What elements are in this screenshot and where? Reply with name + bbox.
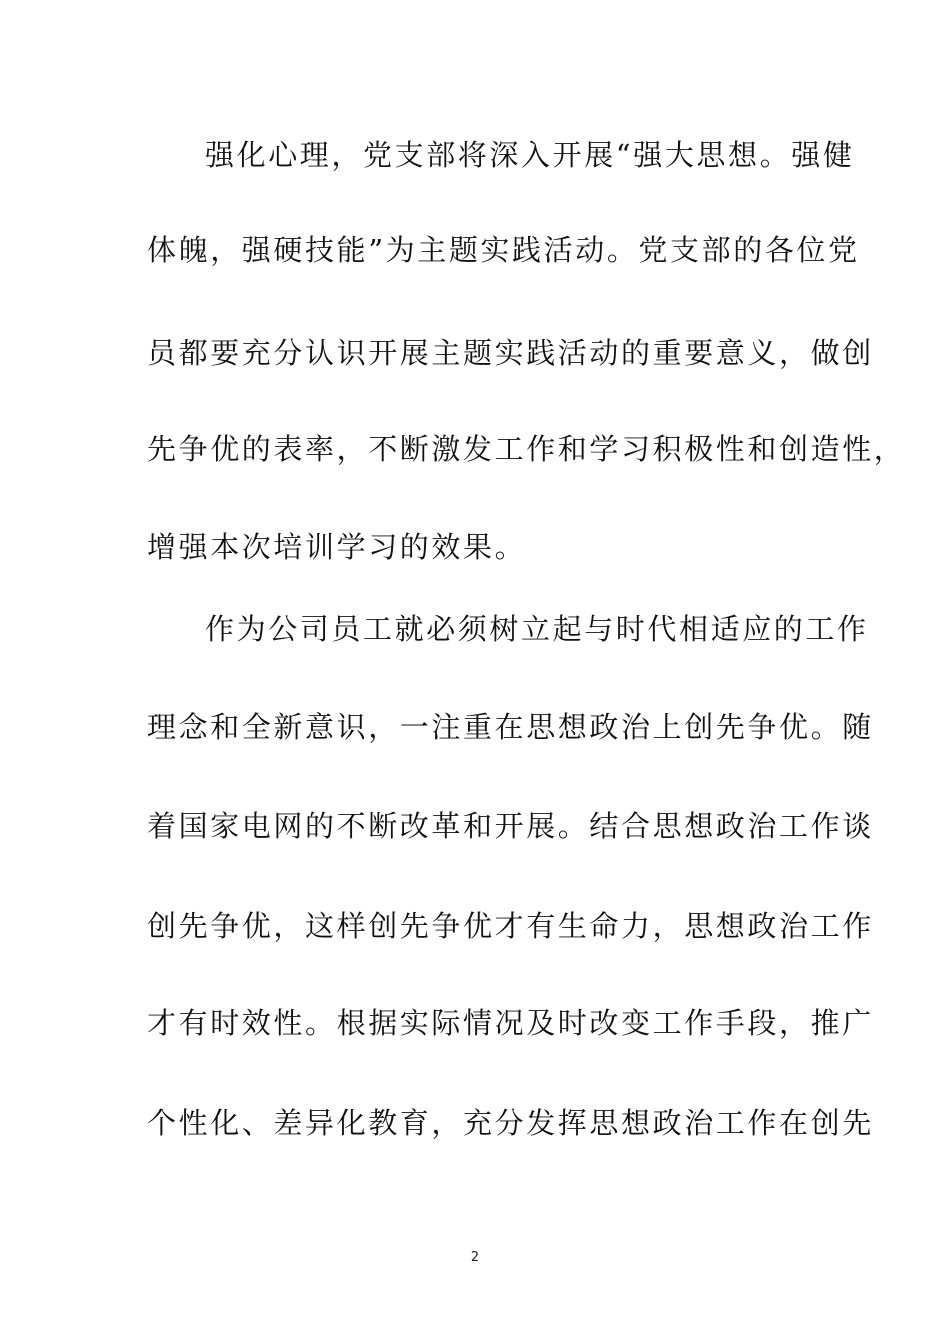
text-line: 创先争优，这样创先争优才有生命力，思想政治工作 bbox=[147, 909, 874, 943]
text-line: 增强本次培训学习的效果。 bbox=[147, 530, 527, 564]
text-line: 理念和全新意识，一注重在思想政治上创先争优。随 bbox=[147, 710, 874, 744]
text-line: 先争优的表率，不断激发工作和学习积极性和创造性， bbox=[147, 432, 906, 466]
text-line: 个性化、差异化教育，充分发挥思想政治工作在创先 bbox=[147, 1106, 874, 1140]
text-line: 体魄，强硬技能”为主题实践活动。党支部的各位党 bbox=[147, 233, 860, 267]
page-number: 2 bbox=[470, 1250, 480, 1265]
text-line: 强化心理，党支部将深入开展“强大思想。强健 bbox=[205, 138, 855, 172]
text-line: 作为公司员工就必须树立起与时代相适应的工作 bbox=[205, 612, 869, 646]
text-line: 才有时效性。根据实际情况及时改变工作手段，推广 bbox=[147, 1006, 874, 1040]
text-line: 着国家电网的不断改革和开展。结合思想政治工作谈 bbox=[147, 809, 874, 843]
text-line: 员都要充分认识开展主题实践活动的重要意义，做创 bbox=[147, 336, 874, 370]
